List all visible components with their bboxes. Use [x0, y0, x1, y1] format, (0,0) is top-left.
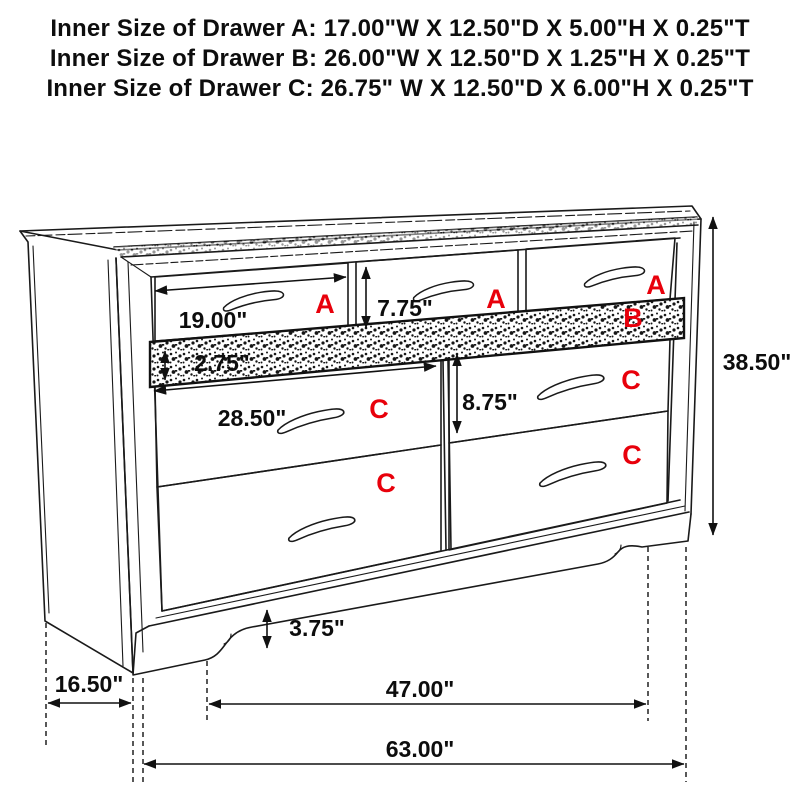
title-line-drawer-c: Inner Size of Drawer C: 26.75" W X 12.50"D X 6.00"H X 0.25"T	[46, 75, 754, 102]
left-foot-scroll-curl	[224, 634, 231, 644]
drawer-c-left-bottom-face	[157, 445, 441, 611]
dim-label-band-height: 2.75"	[194, 350, 250, 376]
dim-label-overall-width: 63.00"	[385, 736, 455, 762]
left-side-panel-inner-line	[33, 246, 49, 613]
dim-label-leg-span: 47.00"	[385, 676, 455, 702]
dim-label-apron-height: 3.75"	[289, 615, 345, 641]
drawer-c3-letter: C	[376, 468, 396, 498]
dresser-left-side-panel	[20, 231, 133, 673]
right-foot-scroll-curl	[615, 545, 621, 554]
title-line-drawer-a: Inner Size of Drawer A: 17.00"W X 12.50"D X 5.00"H X 0.25"T	[50, 15, 750, 42]
drawer-c2-handle	[536, 373, 606, 400]
drawer-c4-letter: C	[622, 440, 642, 470]
base-apron-outline	[133, 514, 691, 675]
dim-label-drawer-a-height: 7.75"	[377, 295, 433, 321]
title-line-drawer-b: Inner Size of Drawer B: 26.00"W X 12.50"D X 1.25"H X 0.25"T	[49, 45, 751, 72]
band-b-letter: B	[623, 303, 643, 333]
drawer-a3-letter: A	[646, 270, 666, 300]
face-frame-top-left-miter	[121, 257, 151, 277]
drawer-a2-letter: A	[486, 284, 506, 314]
drawer-c2-letter: C	[621, 365, 641, 395]
drawer-a3-handle	[583, 266, 645, 287]
left-side-panel-front-edge-line	[108, 260, 123, 666]
dresser-top-thickness-line	[121, 225, 698, 257]
drawer-c1-letter: C	[369, 394, 389, 424]
dim-label-drawer-c-width: 28.50"	[217, 405, 287, 431]
drawer-c3-handle	[287, 515, 357, 542]
dim-label-drawer-c-height: 8.75"	[462, 389, 518, 415]
drawer-a1-letter: A	[315, 289, 335, 319]
base-molding-line-2	[149, 512, 689, 626]
dresser-top-edge-band	[114, 217, 698, 257]
dim-label-drawer-a-width: 19.00"	[178, 307, 248, 333]
dim-label-side-depth: 16.50"	[54, 671, 124, 697]
center-stile-left-line	[443, 361, 446, 550]
drawer-c4-handle	[538, 460, 608, 487]
dim-label-overall-height: 38.50"	[722, 349, 792, 375]
